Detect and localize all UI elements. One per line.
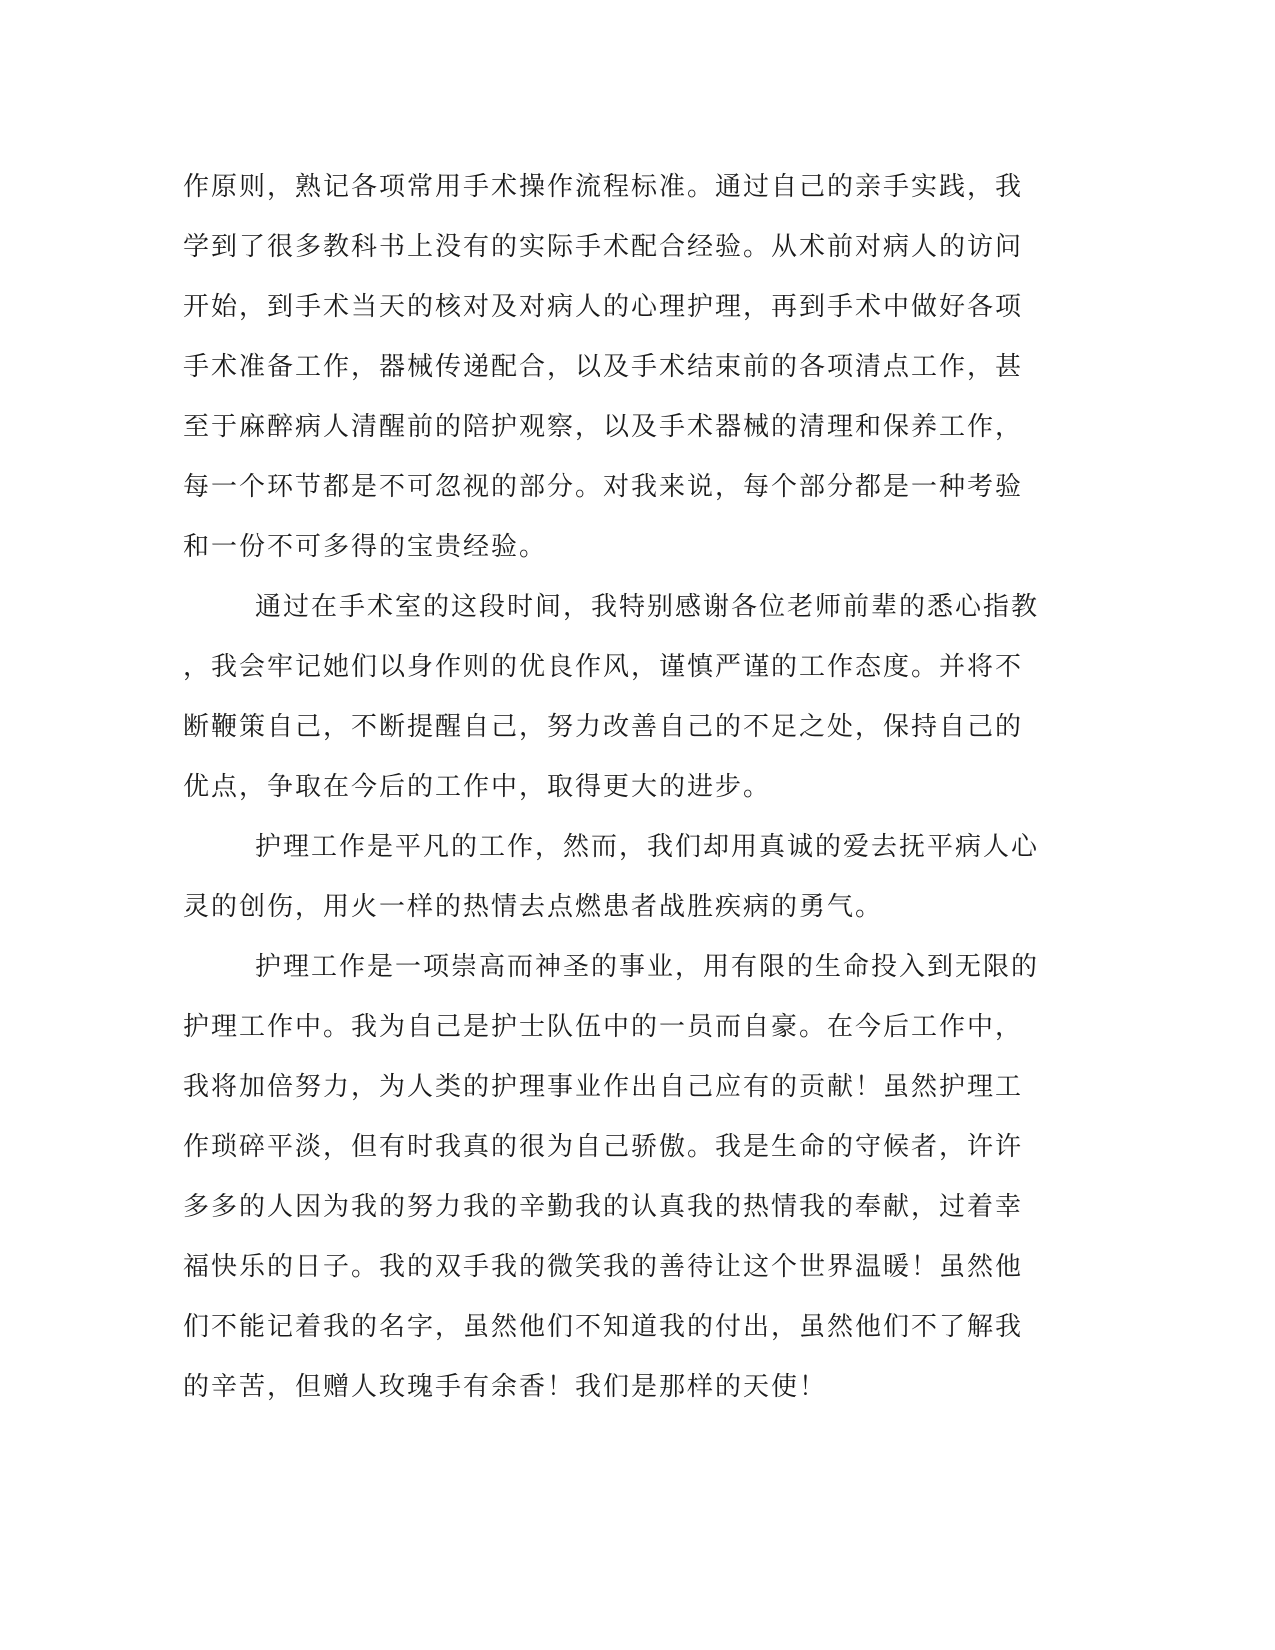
text-line: 护理工作中。我为自己是护士队伍中的一员而自豪。在今后工作中，	[183, 1012, 1024, 1042]
text-line: 作原则，熟记各项常用手术操作流程标准。通过自己的亲手实践，我	[183, 172, 1024, 202]
text-line: 至于麻醉病人清醒前的陪护观察，以及手术器械的清理和保养工作，	[183, 412, 1024, 442]
text-line: 的辛苦，但赠人玫瑰手有余香！我们是那样的天使！	[183, 1372, 828, 1402]
text-line: 作琐碎平淡，但有时我真的很为自己骄傲。我是生命的守候者，许许	[183, 1132, 1024, 1162]
text-line: 福快乐的日子。我的双手我的微笑我的善待让这个世界温暖！虽然他	[183, 1252, 1024, 1282]
text-line: 灵的创伤，用火一样的热情去点燃患者战胜疾病的勇气。	[183, 892, 884, 922]
text-line: 学到了很多教科书上没有的实际手术配合经验。从术前对病人的访问	[183, 232, 1024, 262]
text-line: 和一份不可多得的宝贵经验。	[183, 532, 548, 562]
text-line: 优点，争取在今后的工作中，取得更大的进步。	[183, 772, 772, 802]
text-line: 开始，到手术当天的核对及对病人的心理护理，再到手术中做好各项	[183, 292, 1024, 322]
document-body	[183, 157, 1043, 1417]
text-line: 我将加倍努力，为人类的护理事业作出自己应有的贡献！虽然护理工	[183, 1072, 1024, 1102]
paragraph-first-line: 护理工作是一项崇高而神圣的事业，用有限的生命投入到无限的	[255, 952, 1040, 982]
text-line: 多多的人因为我的努力我的辛勤我的认真我的热情我的奉献，过着幸	[183, 1192, 1024, 1222]
text-line: 们不能记着我的名字，虽然他们不知道我的付出，虽然他们不了解我	[183, 1312, 1024, 1342]
paragraph-first-line: 护理工作是平凡的工作，然而，我们却用真诚的爱去抚平病人心	[255, 832, 1040, 862]
text-line: ，我会牢记她们以身作则的优良作风，谨慎严谨的工作态度。并将不	[183, 652, 1024, 682]
text-line: 断鞭策自己，不断提醒自己，努力改善自己的不足之处，保持自己的	[183, 712, 1024, 742]
paragraph-first-line: 通过在手术室的这段时间，我特别感谢各位老师前辈的悉心指教	[255, 592, 1040, 622]
text-line: 每一个环节都是不可忽视的部分。对我来说，每个部分都是一种考验	[183, 472, 1024, 502]
text-line: 手术准备工作，器械传递配合，以及手术结束前的各项清点工作，甚	[183, 352, 1024, 382]
